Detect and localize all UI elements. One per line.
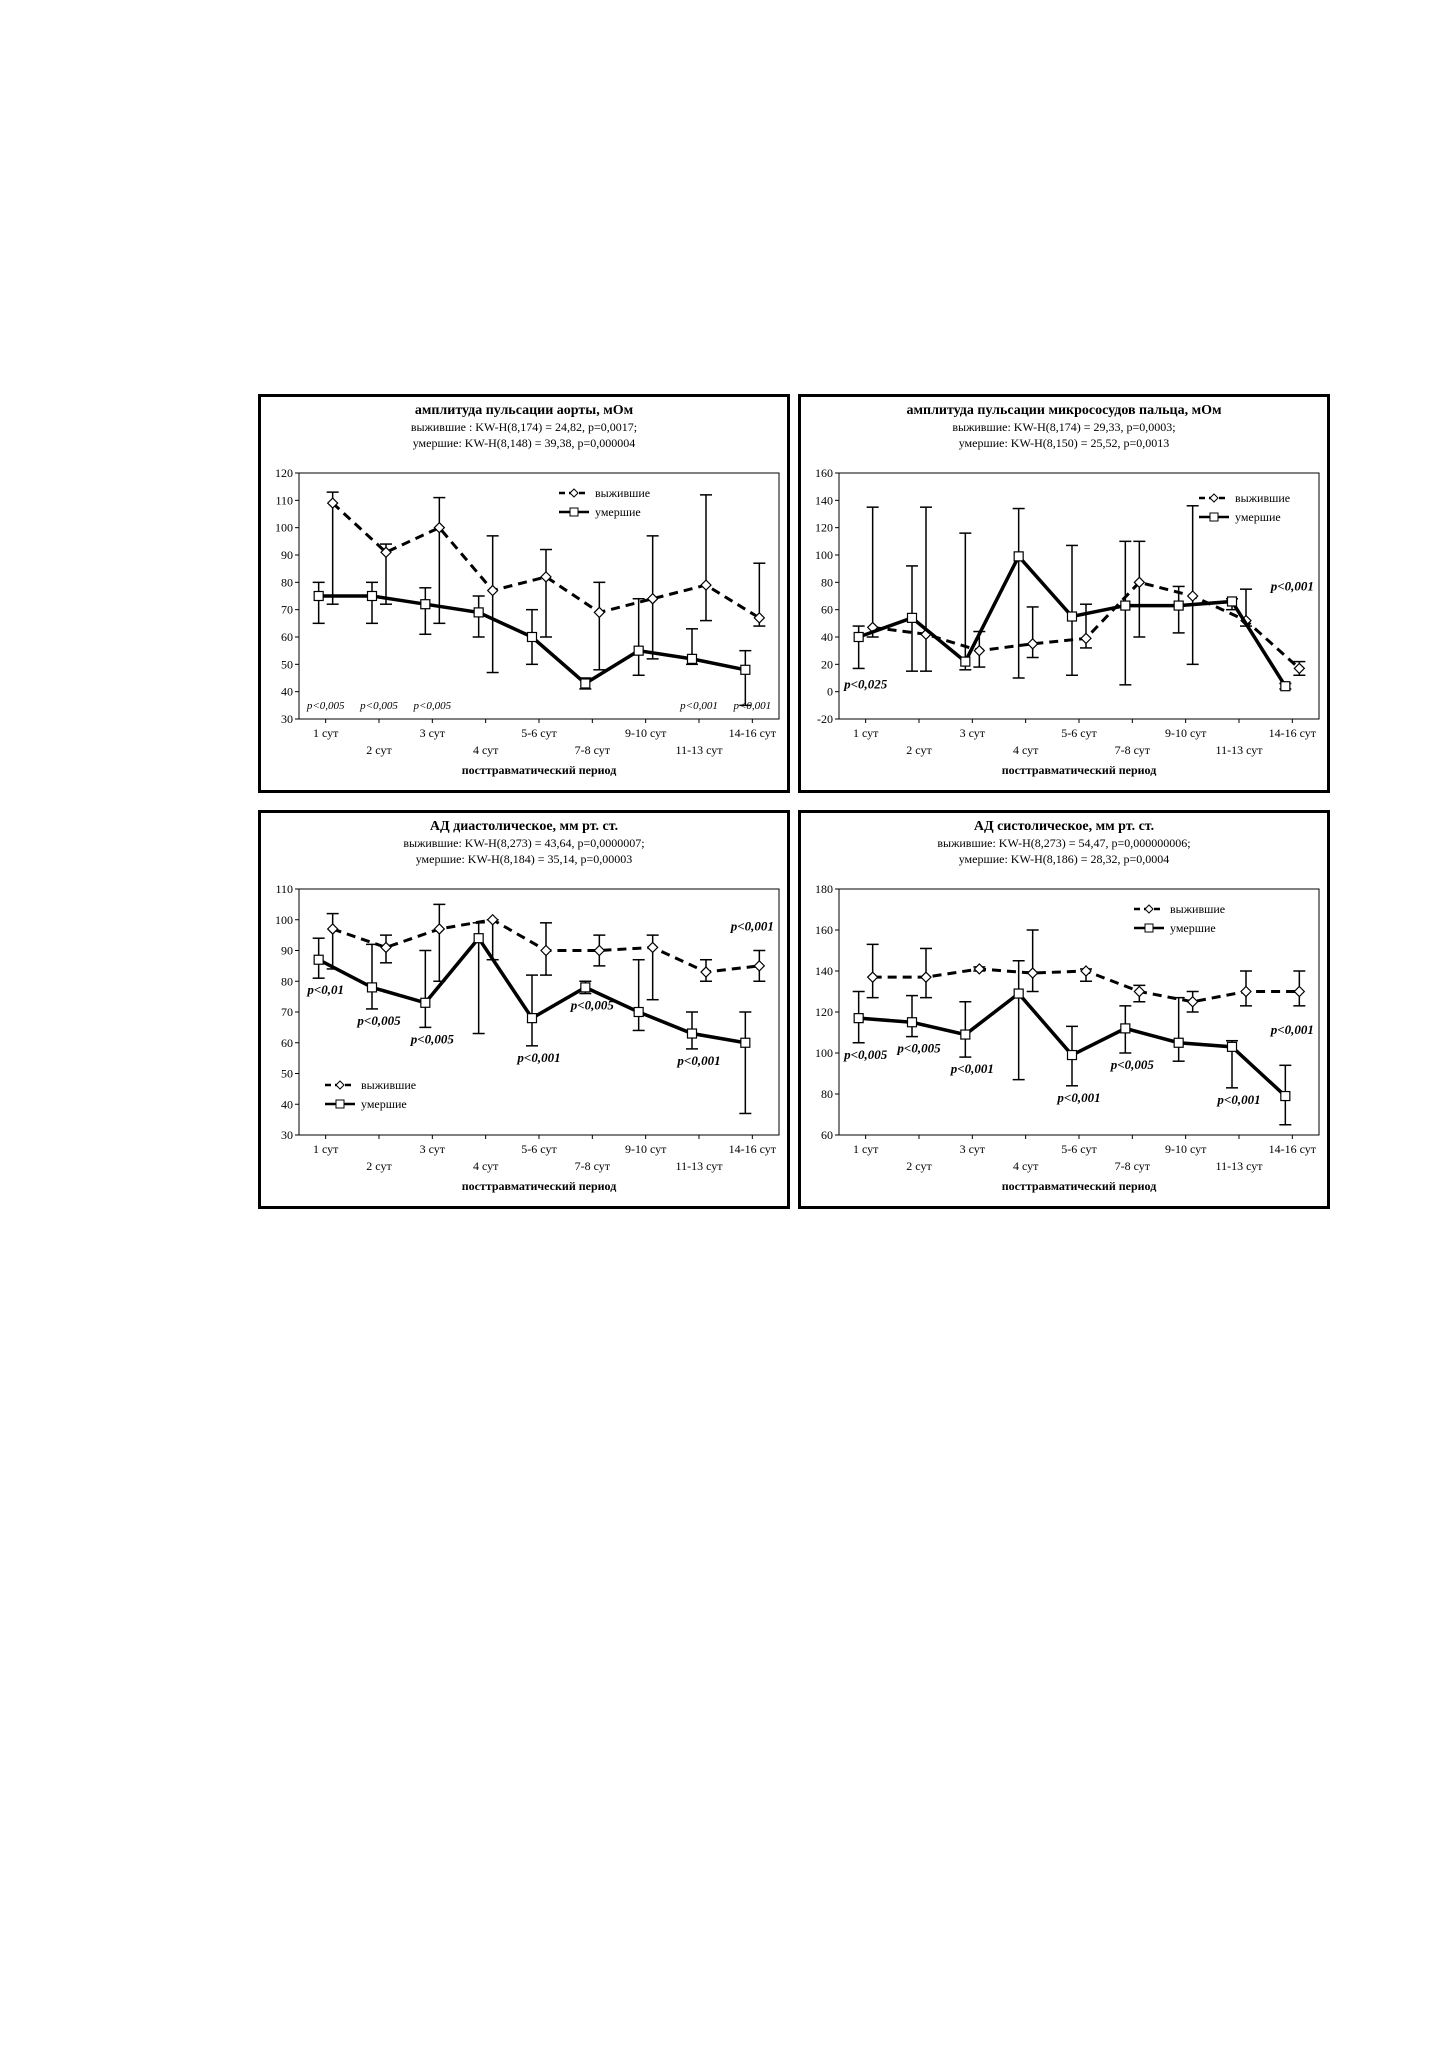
x-tick-label: 5-6 сут: [1061, 726, 1097, 740]
legend-marker: [336, 1081, 344, 1089]
error-bar: [700, 495, 712, 621]
chart-title: АД систолическое, мм рт. ст.: [973, 819, 1155, 834]
data-point-survivors: [754, 961, 764, 971]
legend-label: умершие: [595, 505, 641, 519]
chart-panel-systolic: [798, 810, 1330, 1209]
error-bar: [1027, 930, 1039, 992]
data-point-deceased: [1174, 1038, 1183, 1047]
data-point-deceased: [1228, 597, 1237, 606]
y-tick-label: 40: [281, 684, 293, 699]
data-point-survivors: [701, 967, 711, 977]
data-point-deceased: [961, 1030, 970, 1039]
chart-panel-finger-microvessels: [798, 394, 1330, 793]
stat-deceased: умершие: KW-H(8,186) = 28,32, p=0,0004: [958, 852, 1170, 866]
y-tick-label: 120: [275, 466, 293, 480]
data-point-deceased: [528, 1014, 537, 1023]
x-tick-label: 3 сут: [419, 1142, 446, 1156]
data-point-deceased: [634, 1008, 643, 1017]
data-point-survivors: [701, 580, 711, 590]
data-point-survivors: [1241, 987, 1251, 997]
data-point-deceased: [1121, 601, 1130, 610]
p-value-label: p<0,001: [730, 918, 774, 934]
error-bar: [959, 533, 971, 670]
y-tick-label: 80: [281, 974, 293, 989]
x-tick-label: 3 сут: [959, 1142, 986, 1156]
y-tick-label: 100: [275, 520, 293, 535]
x-tick-label: 2 сут: [366, 743, 392, 757]
y-tick-label: 60: [281, 1035, 293, 1050]
error-bar: [1187, 506, 1199, 665]
x-tick-label: 5-6 сут: [521, 726, 557, 740]
data-point-deceased: [908, 1018, 917, 1027]
data-point-deceased: [634, 646, 643, 655]
y-tick-label: 160: [815, 923, 833, 937]
data-point-survivors: [594, 607, 604, 617]
x-tick-label: 5-6 сут: [1061, 1142, 1097, 1156]
data-point-deceased: [1068, 612, 1077, 621]
p-value-label: p<0,001: [1057, 1089, 1101, 1105]
x-tick-label: 1 сут: [852, 1142, 879, 1156]
y-tick-label: 0: [827, 684, 833, 699]
x-tick-label: 2 сут: [906, 1159, 932, 1173]
data-point-deceased: [1068, 1051, 1077, 1060]
y-tick-label: 50: [281, 657, 293, 672]
y-tick-label: 140: [815, 964, 833, 978]
error-bar: [1119, 541, 1131, 685]
x-tick-label: 4 сут: [472, 743, 499, 757]
data-point-survivors: [434, 924, 444, 934]
error-bar: [906, 996, 918, 1037]
y-tick-label: 180: [815, 882, 833, 896]
x-axis-label: посттравматический период: [1001, 1179, 1157, 1193]
data-point-deceased: [741, 665, 750, 674]
data-point-deceased: [581, 679, 590, 688]
error-bar: [1133, 541, 1145, 637]
y-tick-label: 40: [281, 1097, 293, 1112]
p-value-label: p<0,005: [570, 997, 614, 1013]
p-value-label: p<0,01: [307, 982, 345, 998]
data-point-deceased: [1174, 601, 1183, 610]
y-tick-label: 70: [281, 1005, 293, 1019]
legend-label: выжившие: [361, 1078, 417, 1092]
x-tick-label: 14-16 сут: [728, 1142, 777, 1156]
p-value-label: p<0,025: [844, 676, 888, 692]
legend: [1134, 902, 1225, 935]
data-point-survivors: [1028, 968, 1038, 978]
chart-plot: [801, 397, 1327, 790]
p-value-label: p<0,001: [517, 1049, 561, 1065]
stat-deceased: умершие: KW-H(8,184) = 35,14, p=0,00003: [415, 852, 633, 866]
legend-marker: [336, 1100, 344, 1108]
data-point-deceased: [474, 608, 483, 617]
y-tick-label: 160: [815, 466, 833, 480]
stat-deceased: умершие: KW-H(8,148) = 39,38, p=0,000004: [412, 436, 636, 450]
p-value-label: p<0,001: [680, 700, 718, 712]
data-point-survivors: [594, 946, 604, 956]
y-tick-label: 50: [281, 1066, 293, 1081]
p-value-label: p<0,005: [897, 1040, 941, 1056]
x-axis-label: посттравматический период: [1001, 763, 1157, 777]
error-bar: [593, 582, 605, 669]
x-tick-label: 4 сут: [1012, 1159, 1039, 1173]
data-point-deceased: [854, 1014, 863, 1023]
x-tick-label: 2 сут: [906, 743, 932, 757]
data-point-deceased: [368, 592, 377, 601]
p-value-label: p<0,001: [950, 1061, 994, 1077]
data-point-survivors: [1188, 997, 1198, 1007]
data-point-survivors: [1294, 663, 1304, 673]
x-tick-label: 2 сут: [366, 1159, 392, 1173]
x-tick-label: 4 сут: [1012, 743, 1039, 757]
data-point-survivors: [328, 924, 338, 934]
y-tick-label: 120: [815, 1005, 833, 1019]
y-tick-label: 80: [281, 575, 293, 590]
data-point-survivors: [488, 586, 498, 596]
chart-title: АД диастолическое, мм рт. ст.: [429, 819, 619, 834]
y-tick-label: 80: [821, 575, 833, 590]
x-tick-label: 1 сут: [312, 1142, 339, 1156]
y-tick-label: 110: [275, 882, 293, 896]
chart-plot: [801, 813, 1327, 1206]
chart-panel-diastolic: [258, 810, 790, 1209]
y-tick-label: -20: [817, 712, 833, 726]
x-axis-label: посттравматический период: [461, 1179, 617, 1193]
error-bar: [920, 507, 932, 671]
data-point-survivors: [868, 972, 878, 982]
x-tick-label: 14-16 сут: [728, 726, 777, 740]
x-tick-label: 9-10 сут: [1164, 726, 1207, 740]
error-bar: [867, 944, 879, 997]
p-value-label: p<0,001: [1217, 1091, 1261, 1107]
legend-label: умершие: [1235, 510, 1281, 524]
x-tick-label: 3 сут: [419, 726, 446, 740]
x-tick-label: 1 сут: [312, 726, 339, 740]
error-bar: [1027, 607, 1039, 658]
data-point-survivors: [648, 942, 658, 952]
legend-label: выжившие: [1170, 902, 1226, 916]
chart-panel-aorta: [258, 394, 790, 793]
y-tick-label: 140: [815, 493, 833, 508]
error-bar: [366, 582, 378, 623]
x-tick-label: 11-13 сут: [1215, 743, 1263, 757]
data-point-deceased: [528, 633, 537, 642]
p-value-label: p<0,005: [357, 1012, 401, 1028]
legend: [1199, 491, 1290, 524]
stat-survivors: выжившие: KW-H(8,273) = 43,64, p=0,0000007;: [403, 836, 645, 850]
error-bar: [739, 651, 751, 706]
data-point-deceased: [908, 613, 917, 622]
y-tick-label: 110: [275, 493, 293, 508]
x-tick-label: 3 сут: [959, 726, 986, 740]
data-point-survivors: [1081, 966, 1091, 976]
data-point-deceased: [688, 1029, 697, 1038]
data-point-survivors: [648, 594, 658, 604]
y-tick-label: 60: [281, 630, 293, 644]
p-value-label: p<0,005: [410, 1031, 454, 1047]
stat-survivors: выжившие : KW-H(8,174) = 24,82, p=0,0017;: [410, 420, 638, 434]
y-tick-label: 100: [815, 1046, 833, 1060]
x-tick-label: 4 сут: [472, 1159, 499, 1173]
x-tick-label: 7-8 сут: [1114, 743, 1151, 757]
legend-marker: [1145, 924, 1153, 932]
data-point-survivors: [974, 646, 984, 656]
x-tick-label: 9-10 сут: [624, 726, 667, 740]
data-point-deceased: [314, 955, 323, 964]
y-tick-label: 30: [281, 712, 293, 726]
chart-title: амплитуда пульсации аорты, мОм: [414, 403, 634, 418]
data-point-deceased: [314, 592, 323, 601]
x-tick-label: 11-13 сут: [1215, 1159, 1263, 1173]
x-tick-label: 11-13 сут: [675, 1159, 723, 1173]
error-bar: [867, 507, 879, 637]
data-point-survivors: [1134, 987, 1144, 997]
x-tick-label: 7-8 сут: [574, 1159, 611, 1173]
x-tick-label: 7-8 сут: [574, 743, 611, 757]
legend: [559, 486, 650, 519]
data-point-deceased: [1281, 682, 1290, 691]
x-tick-label: 7-8 сут: [1114, 1159, 1151, 1173]
chart-plot: [261, 813, 787, 1206]
error-bar: [433, 904, 445, 981]
error-bar: [366, 944, 378, 1009]
data-point-survivors: [1028, 639, 1038, 649]
legend-label: выжившие: [1235, 491, 1291, 505]
y-tick-label: 30: [281, 1128, 293, 1142]
error-bar: [1013, 509, 1025, 678]
y-tick-label: 60: [821, 602, 833, 617]
stat-deceased: умершие: KW-H(8,150) = 25,52, p=0,0013: [958, 436, 1170, 450]
error-bar: [633, 960, 645, 1031]
x-tick-label: 1 сут: [852, 726, 879, 740]
data-point-deceased: [474, 934, 483, 943]
data-point-deceased: [741, 1038, 750, 1047]
error-bar: [1013, 961, 1025, 1080]
x-tick-label: 14-16 сут: [1268, 1142, 1317, 1156]
chart-plot: [261, 397, 787, 790]
x-tick-label: 9-10 сут: [624, 1142, 667, 1156]
data-point-survivors: [541, 946, 551, 956]
y-tick-label: 90: [281, 548, 293, 562]
legend-label: умершие: [1170, 921, 1216, 935]
error-bar: [419, 951, 431, 1028]
y-tick-label: 20: [821, 657, 833, 672]
y-tick-label: 70: [281, 602, 293, 617]
data-point-deceased: [581, 983, 590, 992]
x-tick-label: 11-13 сут: [675, 743, 723, 757]
legend: [325, 1078, 416, 1111]
y-tick-label: 120: [815, 520, 833, 535]
error-bar: [1173, 998, 1185, 1062]
error-bar: [313, 582, 325, 623]
x-axis-label: посттравматический период: [461, 763, 617, 777]
y-tick-label: 40: [821, 630, 833, 644]
error-bar: [739, 1012, 751, 1113]
data-point-deceased: [421, 600, 430, 609]
error-bar: [633, 599, 645, 676]
x-tick-label: 5-6 сут: [521, 1142, 557, 1156]
x-tick-label: 14-16 сут: [1268, 726, 1317, 740]
data-point-deceased: [688, 654, 697, 663]
y-tick-label: 100: [815, 548, 833, 562]
data-point-survivors: [974, 964, 984, 974]
legend-marker: [1210, 513, 1218, 521]
p-value-label: p<0,001: [1270, 1021, 1314, 1037]
y-tick-label: 100: [275, 912, 293, 927]
p-value-label: p<0,005: [844, 1046, 888, 1062]
error-bar: [487, 536, 499, 673]
data-point-survivors: [1081, 633, 1091, 643]
data-point-survivors: [1294, 987, 1304, 997]
data-point-deceased: [854, 633, 863, 642]
data-point-deceased: [1014, 552, 1023, 561]
legend-label: выжившие: [595, 486, 651, 500]
y-tick-label: 80: [821, 1087, 833, 1101]
legend-marker: [570, 508, 578, 516]
x-tick-label: 9-10 сут: [1164, 1142, 1207, 1156]
p-value-label: p<0,005: [360, 700, 398, 712]
chart-title: амплитуда пульсации микрососудов пальца, мОм: [906, 403, 1222, 418]
data-point-survivors: [921, 972, 931, 982]
data-point-survivors: [381, 942, 391, 952]
legend-label: умершие: [361, 1097, 407, 1111]
data-point-deceased: [421, 998, 430, 1007]
error-bar: [419, 588, 431, 634]
data-point-deceased: [1228, 1042, 1237, 1051]
p-value-label: p<0,001: [1270, 578, 1314, 594]
p-value-label: p<0,001: [733, 700, 772, 712]
legend-marker: [570, 489, 578, 497]
data-point-deceased: [1121, 1024, 1130, 1033]
data-point-deceased: [961, 657, 970, 666]
error-bar: [327, 914, 339, 969]
p-value-label: p<0,005: [1110, 1057, 1154, 1072]
stat-survivors: выжившие: KW-H(8,174) = 29,33, p=0,0003;: [952, 420, 1176, 434]
p-value-label: p<0,005: [306, 700, 345, 712]
data-point-deceased: [1014, 989, 1023, 998]
legend-marker: [1145, 905, 1153, 913]
y-tick-label: 60: [821, 1128, 833, 1142]
error-bar: [540, 550, 552, 637]
y-tick-label: 90: [281, 943, 293, 958]
data-point-survivors: [1188, 591, 1198, 601]
p-value-label: p<0,005: [413, 700, 452, 712]
data-point-deceased: [368, 983, 377, 992]
p-value-label: p<0,001: [677, 1052, 721, 1068]
data-point-deceased: [1281, 1092, 1290, 1101]
stat-survivors: выжившие: KW-H(8,273) = 54,47, p=0,000000006;: [937, 836, 1191, 850]
legend-marker: [1210, 494, 1218, 502]
